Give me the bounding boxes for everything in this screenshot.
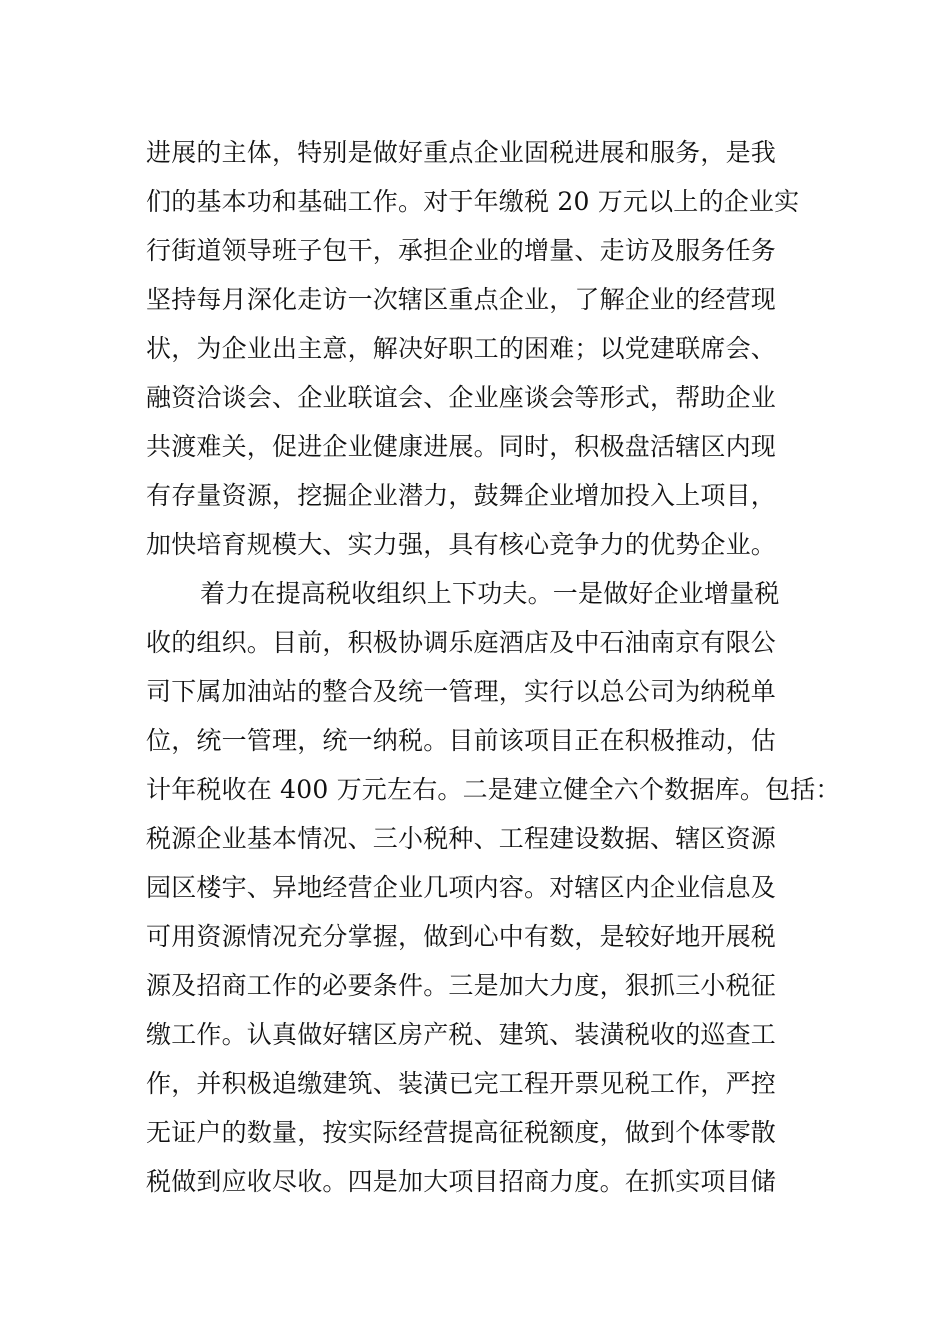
text-line: 可用资源情况充分掌握，做到心中有数，是较好地开展税 — [146, 922, 777, 951]
text-line: 缴工作。认真做好辖区房产税、建筑、装潢税收的巡查工 — [146, 1020, 777, 1049]
text-line: 源及招商工作的必要条件。三是加大力度，狠抓三小税征 — [146, 971, 777, 1000]
text-line: 园区楼宇、异地经营企业几项内容。对辖区内企业信息及 — [146, 873, 777, 902]
text-line: 坚持每月深化走访一次辖区重点企业，了解企业的经营现 — [146, 285, 777, 314]
text-line: 位，统一管理，统一纳税。目前该项目正在积极推动，估 — [146, 726, 777, 755]
text-line: 行街道领导班子包干，承担企业的增量、走访及服务任务 — [146, 236, 777, 265]
text-line: 们的基本功和基础工作。对于年缴税 20 万元以上的企业实 — [146, 187, 800, 216]
text-line: 作，并积极追缴建筑、装潢已完工程开票见税工作，严控 — [146, 1069, 777, 1098]
text-line: 无证户的数量，按实际经营提高征税额度，做到个体零散 — [146, 1118, 777, 1147]
text-line: 共渡难关，促进企业健康进展。同时，积极盘活辖区内现 — [146, 432, 777, 461]
text-line: 收的组织。目前，积极协调乐庭酒店及中石油南京有限公 — [146, 628, 777, 657]
text-line: 加快培育规模大、实力强，具有核心竞争力的优势企业。 — [146, 530, 777, 559]
text-line: 税做到应收尽收。四是加大项目招商力度。在抓实项目储 — [146, 1167, 777, 1196]
text-line: 司下属加油站的整合及统一管理，实行以总公司为纳税单 — [146, 677, 777, 706]
text-line: 有存量资源，挖掘企业潜力，鼓舞企业增加投入上项目， — [146, 481, 777, 510]
paragraph-start-line: 着力在提高税收组织上下功夫。一是做好企业增量税 — [200, 579, 780, 608]
text-line: 计年税收在 400 万元左右。二是建立健全六个数据库。包括： — [146, 775, 841, 804]
body-text — [146, 128, 841, 1206]
text-line: 进展的主体，特别是做好重点企业固税进展和服务，是我 — [146, 138, 777, 167]
text-line: 状，为企业出主意，解决好职工的困难；以党建联席会、 — [146, 334, 777, 363]
text-line: 融资洽谈会、企业联谊会、企业座谈会等形式，帮助企业 — [146, 383, 777, 412]
text-line: 税源企业基本情况、三小税种、工程建设数据、辖区资源 — [146, 824, 777, 853]
